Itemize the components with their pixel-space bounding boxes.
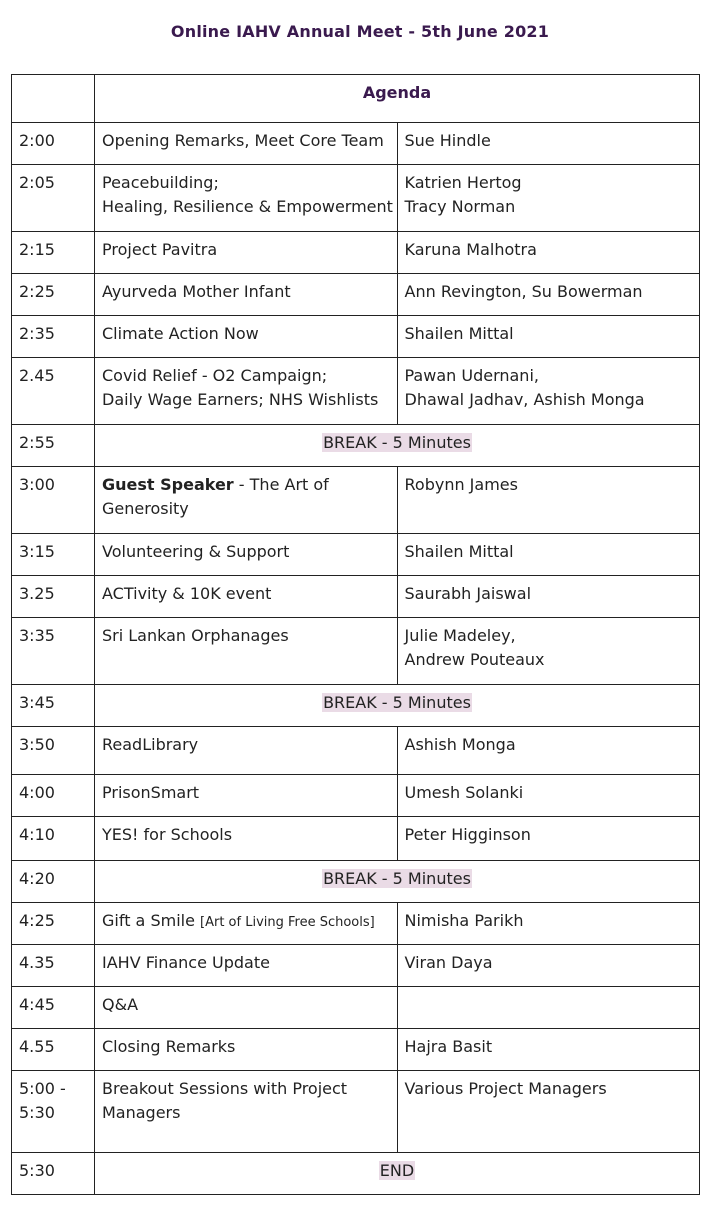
- table-row: [12, 316, 700, 358]
- activity-cell: Closing Remarks: [95, 1029, 398, 1071]
- break-cell: [95, 685, 700, 727]
- activity-cell: ACTivity & 10K event: [95, 576, 398, 618]
- activity-line: [102, 473, 390, 497]
- presenter-cell: [397, 987, 700, 1029]
- time-cell: 4.55: [12, 1029, 95, 1071]
- break-cell: [95, 861, 700, 903]
- time-cell: 4.35: [12, 945, 95, 987]
- activity-text: - The Art of: [233, 475, 329, 494]
- presenter-cell: Shailen Mittal: [397, 534, 700, 576]
- presenter-cell: Various Project Managers: [397, 1071, 700, 1153]
- activity-cell: Q&A: [95, 987, 398, 1029]
- time-cell: 5:30: [12, 1153, 95, 1195]
- table-row: [12, 727, 700, 775]
- table-header-row: [12, 75, 700, 123]
- table-row: [12, 165, 700, 232]
- presenter-cell: Shailen Mittal: [397, 316, 700, 358]
- time-cell: 3:35: [12, 618, 95, 685]
- presenter-cell: [397, 358, 700, 425]
- end-cell: [95, 1153, 700, 1195]
- agenda-table: [11, 74, 700, 1195]
- presenter-cell: Robynn James: [397, 467, 700, 534]
- break-row: [12, 425, 700, 467]
- time-cell: 4:45: [12, 987, 95, 1029]
- time-line: 5:00 -: [19, 1079, 66, 1098]
- time-cell: 4:20: [12, 861, 95, 903]
- time-cell: 3:15: [12, 534, 95, 576]
- activity-cell: [95, 165, 398, 232]
- table-row: [12, 534, 700, 576]
- presenter-cell: Karuna Malhotra: [397, 232, 700, 274]
- activity-subtitle: [Art of Living Free Schools]: [200, 915, 375, 930]
- presenter-cell: [397, 618, 700, 685]
- presenter-cell: Umesh Solanki: [397, 775, 700, 817]
- guest-speaker-label: Guest Speaker: [102, 475, 234, 494]
- presenter-cell: Sue Hindle: [397, 123, 700, 165]
- time-cell: 4:10: [12, 817, 95, 861]
- presenter-cell: Saurabh Jaiswal: [397, 576, 700, 618]
- time-cell: [12, 1071, 95, 1153]
- activity-cell: [95, 1071, 398, 1153]
- presenter-cell: [397, 165, 700, 232]
- presenter-line: Julie Madeley,: [404, 626, 516, 645]
- activity-line: Generosity: [102, 499, 189, 518]
- break-label: BREAK - 5 Minutes: [323, 693, 471, 712]
- break-cell: [95, 425, 700, 467]
- break-row: [12, 861, 700, 903]
- activity-line: Peacebuilding;: [102, 173, 219, 192]
- time-cell: 3.25: [12, 576, 95, 618]
- table-row: [12, 903, 700, 945]
- activity-cell: Climate Action Now: [95, 316, 398, 358]
- time-cell: 2:25: [12, 274, 95, 316]
- presenter-line: Tracy Norman: [404, 197, 516, 216]
- activity-cell: ReadLibrary: [95, 727, 398, 775]
- time-cell: 4:00: [12, 775, 95, 817]
- time-cell: 2:05: [12, 165, 95, 232]
- end-label: END: [379, 1161, 415, 1180]
- time-cell: 4:25: [12, 903, 95, 945]
- activity-line: Covid Relief - O2 Campaign;: [102, 366, 328, 385]
- table-row: [12, 274, 700, 316]
- presenter-line: Katrien Hertog: [404, 173, 522, 192]
- time-cell: 2:15: [12, 232, 95, 274]
- presenter-cell: Ashish Monga: [397, 727, 700, 775]
- table-row: [12, 945, 700, 987]
- time-cell: 2.45: [12, 358, 95, 425]
- presenter-cell: Hajra Basit: [397, 1029, 700, 1071]
- table-row: [12, 123, 700, 165]
- time-cell: 2:55: [12, 425, 95, 467]
- table-row: [12, 358, 700, 425]
- break-label: BREAK - 5 Minutes: [323, 869, 471, 888]
- time-cell: 3:00: [12, 467, 95, 534]
- table-row: [12, 618, 700, 685]
- table-row: [12, 987, 700, 1029]
- activity-cell: [95, 358, 398, 425]
- activity-cell: [95, 903, 398, 945]
- agenda-header: Agenda: [95, 75, 700, 123]
- table-row: [12, 1029, 700, 1071]
- time-cell: 3:50: [12, 727, 95, 775]
- activity-line: Breakout Sessions with Project: [102, 1079, 348, 1098]
- presenter-cell: Viran Daya: [397, 945, 700, 987]
- break-row: [12, 685, 700, 727]
- table-row: [12, 467, 700, 534]
- time-line: 5:30: [19, 1103, 55, 1122]
- activity-cell: Project Pavitra: [95, 232, 398, 274]
- end-row: [12, 1153, 700, 1195]
- activity-line: Daily Wage Earners; NHS Wishlists: [102, 390, 379, 409]
- activity-cell: Sri Lankan Orphanages: [95, 618, 398, 685]
- presenter-cell: Nimisha Parikh: [397, 903, 700, 945]
- presenter-line: Pawan Udernani,: [404, 366, 539, 385]
- break-label: BREAK - 5 Minutes: [323, 433, 471, 452]
- table-row: [12, 1071, 700, 1153]
- activity-cell: Opening Remarks, Meet Core Team: [95, 123, 398, 165]
- table-row: [12, 576, 700, 618]
- activity-cell: PrisonSmart: [95, 775, 398, 817]
- table-row: [12, 817, 700, 861]
- activity-cell: IAHV Finance Update: [95, 945, 398, 987]
- page-title: Online IAHV Annual Meet - 5th June 2021: [170, 22, 550, 41]
- activity-cell: Ayurveda Mother Infant: [95, 274, 398, 316]
- table-row: [12, 232, 700, 274]
- activity-cell: [95, 467, 398, 534]
- activity-line: Healing, Resilience & Empowerment: [102, 197, 393, 216]
- header-time-cell: [12, 75, 95, 123]
- time-cell: 2:35: [12, 316, 95, 358]
- presenter-line: Dhawal Jadhav, Ashish Monga: [404, 390, 645, 409]
- presenter-cell: Ann Revington, Su Bowerman: [397, 274, 700, 316]
- activity-text: Gift a Smile: [102, 911, 201, 930]
- time-cell: 3:45: [12, 685, 95, 727]
- activity-cell: Volunteering & Support: [95, 534, 398, 576]
- activity-line: Managers: [102, 1103, 181, 1122]
- table-row: [12, 775, 700, 817]
- presenter-line: Andrew Pouteaux: [404, 650, 545, 669]
- activity-cell: YES! for Schools: [95, 817, 398, 861]
- time-cell: 2:00: [12, 123, 95, 165]
- presenter-cell: Peter Higginson: [397, 817, 700, 861]
